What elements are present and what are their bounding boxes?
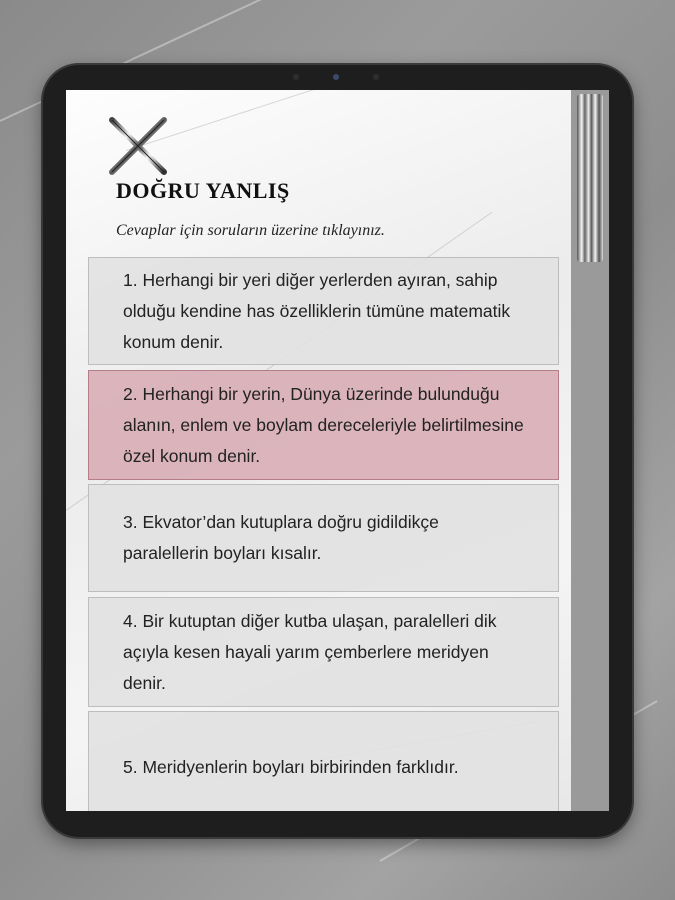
tablet-frame [43, 65, 632, 837]
camera-bar [293, 71, 383, 83]
question-card-1[interactable] [88, 257, 559, 365]
question-card-4[interactable] [88, 597, 559, 707]
question-text: 2. Herhangi bir yerin, Dünya üzerinde bulunduğu alanın, enlem ve boylam dereceleriyle belirtilmesine özel konum denir. [123, 383, 524, 466]
question-card-5[interactable] [88, 711, 559, 811]
question-text: 5. Meridyenlerin boyları birbirinden farklıdır. [123, 756, 459, 777]
instruction-text: Cevaplar için soruların üzerine tıklayınız. [116, 222, 385, 239]
sensor-icon [373, 74, 379, 80]
question-card-3[interactable] [88, 484, 559, 592]
scrollbar-track[interactable] [571, 90, 609, 811]
question-text: 4. Bir kutuptan diğer kutba ulaşan, paralelleri dik açıyla kesen hayali yarım çemberlere meridyen denir. [123, 610, 497, 693]
question-card-2[interactable] [88, 370, 559, 480]
question-text: 1. Herhangi bir yeri diğer yerlerden ayıran, sahip olduğu kendine has özelliklerin tümüne matematik konum denir. [123, 269, 511, 352]
sensor-icon [293, 74, 299, 80]
close-x-icon[interactable] [108, 116, 168, 176]
scrollbar-thumb[interactable] [577, 94, 603, 262]
page-title: DOĞRU YANLIŞ [116, 178, 290, 203]
screen [66, 90, 609, 811]
camera-icon [333, 74, 339, 80]
question-text: 3. Ekvator’dan kutuplara doğru gidildikçe paralellerin boyları kısalır. [123, 512, 439, 563]
